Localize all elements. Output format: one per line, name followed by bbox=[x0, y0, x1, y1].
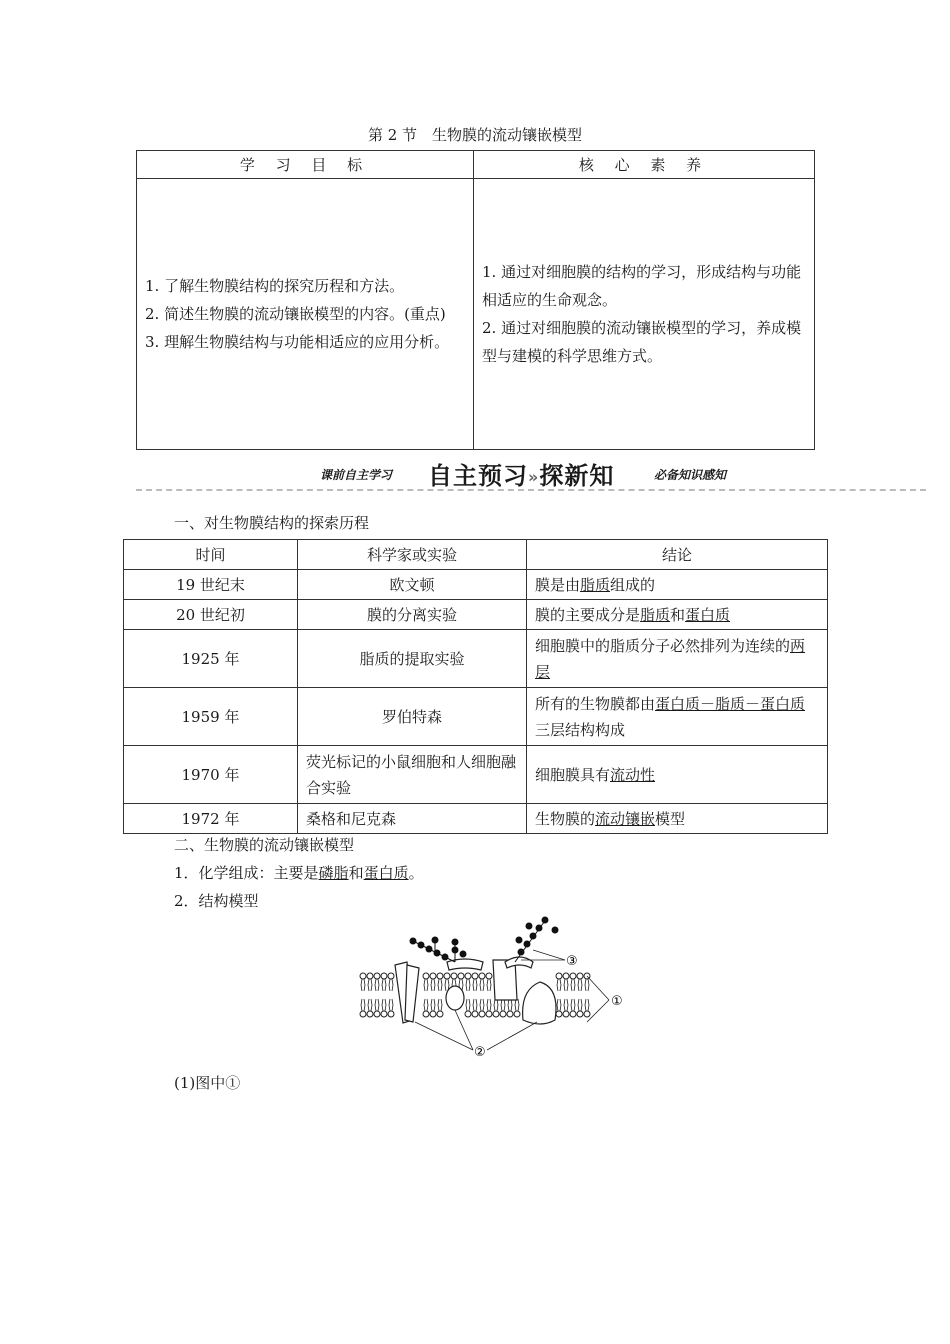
label-1: ① bbox=[611, 994, 623, 1009]
phospholipid-tail bbox=[585, 999, 589, 1011]
phospholipid-head bbox=[556, 973, 562, 979]
phospholipid-head bbox=[486, 973, 492, 979]
banner-left-text: 课前自主学习 bbox=[320, 468, 393, 482]
phospholipid-head bbox=[472, 1011, 478, 1017]
text: 和 bbox=[348, 864, 364, 882]
text: 组成的 bbox=[610, 575, 656, 594]
phospholipid-tail bbox=[564, 999, 568, 1011]
answer: 脂质 bbox=[640, 605, 671, 624]
goal-2: 2. 简述生物膜的流动镶嵌模型的内容。(重点) bbox=[145, 305, 446, 323]
hist-conclusion bbox=[527, 804, 828, 834]
phospholipid-tail bbox=[578, 979, 582, 991]
phospholipid-tail bbox=[585, 979, 589, 991]
goals-right bbox=[474, 179, 815, 450]
hist-conclusion bbox=[527, 630, 828, 688]
answer: 两层 bbox=[535, 636, 806, 681]
section-banner bbox=[136, 456, 926, 496]
goal-3: 3. 理解生物膜结构与功能相适应的应用分析。 bbox=[145, 333, 450, 351]
hist-who: 膜的分离实验 bbox=[298, 600, 527, 630]
goal-1: 1. 了解生物膜结构的探究历程和方法。 bbox=[145, 277, 405, 295]
banner-main-2: 探新知 bbox=[539, 462, 615, 490]
banner-main-1: 自主预习 bbox=[428, 462, 528, 490]
phospholipid-head bbox=[388, 1011, 394, 1017]
label-3: ③ bbox=[566, 954, 578, 969]
phospholipid-tail bbox=[466, 999, 470, 1011]
phospholipid-tail bbox=[431, 979, 435, 991]
phospholipid-head bbox=[563, 1011, 569, 1017]
phospholipid-tail bbox=[466, 979, 470, 991]
phospholipid-tail bbox=[382, 999, 386, 1011]
protein bbox=[523, 982, 556, 1024]
phospholipid-head bbox=[367, 1011, 373, 1017]
phospholipid-head bbox=[360, 973, 366, 979]
text: 1．化学组成：主要是 bbox=[174, 864, 319, 882]
hist-time: 1972 年 bbox=[124, 804, 298, 834]
section-1-heading: 一、对生物膜结构的探索历程 bbox=[174, 514, 370, 532]
phospholipid-tail bbox=[557, 979, 561, 991]
phospholipid-tail bbox=[571, 979, 575, 991]
phospholipid-head bbox=[584, 1011, 590, 1017]
hist-who: 桑格和尼克森 bbox=[298, 804, 527, 834]
hist-conclusion bbox=[527, 746, 828, 804]
hist-header: 科学家或实验 bbox=[298, 540, 527, 570]
text: 生物膜的 bbox=[535, 809, 596, 828]
table-row bbox=[124, 746, 828, 804]
item-2: 2．结构模型 bbox=[174, 892, 259, 910]
phospholipid-head bbox=[381, 1011, 387, 1017]
phospholipid-tail bbox=[501, 999, 505, 1011]
section-2-heading: 二、生物膜的流动镶嵌模型 bbox=[174, 836, 355, 854]
text: 所有的生物膜都由 bbox=[535, 694, 656, 713]
phospholipid-tail bbox=[494, 999, 498, 1011]
phospholipid-tail bbox=[438, 999, 442, 1011]
answer: 磷脂 bbox=[318, 864, 349, 882]
phospholipid-tail bbox=[557, 999, 561, 1011]
label-2: ② bbox=[474, 1045, 486, 1060]
phospholipid-head bbox=[374, 973, 380, 979]
phospholipid-head bbox=[577, 973, 583, 979]
answer: 流动性 bbox=[610, 765, 656, 784]
hist-time: 19 世纪末 bbox=[124, 570, 298, 600]
table-row bbox=[124, 600, 828, 630]
answer: 脂质 bbox=[580, 575, 611, 594]
phospholipid-tail bbox=[368, 979, 372, 991]
hist-time: 1959 年 bbox=[124, 688, 298, 746]
membrane-diagram bbox=[355, 910, 645, 1065]
phospholipid-tail bbox=[578, 999, 582, 1011]
phospholipid-tail bbox=[424, 979, 428, 991]
answer: 蛋白质 bbox=[685, 605, 731, 624]
phospholipid-head bbox=[577, 1011, 583, 1017]
hist-who: 脂质的提取实验 bbox=[298, 630, 527, 688]
hist-time: 20 世纪初 bbox=[124, 600, 298, 630]
phospholipid-tail bbox=[361, 999, 365, 1011]
answer: 蛋白质 bbox=[363, 864, 409, 882]
phospholipid-head bbox=[465, 973, 471, 979]
phospholipid-tail bbox=[438, 979, 442, 991]
phospholipid-head bbox=[374, 1011, 380, 1017]
glycoprotein-base bbox=[505, 957, 533, 968]
phospholipid-head bbox=[465, 1011, 471, 1017]
text: 模型 bbox=[655, 809, 686, 828]
phospholipid-tail bbox=[508, 999, 512, 1011]
phospholipid-head bbox=[451, 973, 457, 979]
answer: 流动镶嵌 bbox=[595, 809, 656, 828]
core-1: 1. 通过对细胞膜的结构的学习，形成结构与功能相适应的生命观念。 bbox=[482, 263, 802, 309]
text: 膜是由 bbox=[535, 575, 581, 594]
goals-table bbox=[136, 150, 815, 450]
phospholipid-head bbox=[570, 973, 576, 979]
text: 膜的主要成分是 bbox=[535, 605, 641, 624]
goals-left bbox=[137, 179, 474, 450]
arrow-icon: » bbox=[528, 467, 540, 487]
hist-time: 1970 年 bbox=[124, 746, 298, 804]
question-1: (1)图中① bbox=[174, 1074, 241, 1092]
phospholipid-tail bbox=[480, 999, 484, 1011]
page-title: 第 2 节 生物膜的流动镶嵌模型 bbox=[367, 126, 583, 144]
table-row bbox=[124, 688, 828, 746]
phospholipid-tail bbox=[487, 979, 491, 991]
phospholipid-tail bbox=[389, 979, 393, 991]
phospholipid-tail bbox=[473, 979, 477, 991]
phospholipid-tail bbox=[487, 999, 491, 1011]
phospholipid-head bbox=[444, 973, 450, 979]
table-row bbox=[124, 630, 828, 688]
phospholipid-tail bbox=[473, 999, 477, 1011]
hist-conclusion bbox=[527, 600, 828, 630]
hist-who: 罗伯特森 bbox=[298, 688, 527, 746]
phospholipid-head bbox=[514, 1011, 520, 1017]
sugar-chain bbox=[515, 917, 558, 962]
phospholipid-tail bbox=[424, 999, 428, 1011]
phospholipid-head bbox=[479, 973, 485, 979]
phospholipid-tail bbox=[375, 999, 379, 1011]
phospholipid-head bbox=[507, 1011, 513, 1017]
answer: 蛋白质－脂质－蛋白质 bbox=[655, 694, 806, 713]
phospholipid-tail bbox=[361, 979, 365, 991]
phospholipid-head bbox=[472, 973, 478, 979]
text: 细胞膜中的脂质分子必然排列为连续的 bbox=[535, 636, 791, 655]
table-row bbox=[124, 570, 828, 600]
phospholipid-head bbox=[360, 1011, 366, 1017]
phospholipid-tail bbox=[564, 979, 568, 991]
phospholipid-head bbox=[500, 1011, 506, 1017]
phospholipid-tail bbox=[571, 999, 575, 1011]
hist-who: 欧文顿 bbox=[298, 570, 527, 600]
phospholipid-head bbox=[486, 1011, 492, 1017]
banner-main-text bbox=[428, 456, 614, 491]
phospholipid-head bbox=[458, 973, 464, 979]
table-row bbox=[124, 804, 828, 834]
phospholipid-head bbox=[381, 973, 387, 979]
phospholipid-head bbox=[437, 973, 443, 979]
phospholipid-tail bbox=[382, 979, 386, 991]
goals-header-right: 核 心 素 养 bbox=[474, 151, 815, 179]
phospholipid-tail bbox=[515, 999, 519, 1011]
phospholipid-head bbox=[479, 1011, 485, 1017]
phospholipid-head bbox=[430, 1011, 436, 1017]
hist-who: 荧光标记的小鼠细胞和人细胞融合实验 bbox=[298, 746, 527, 804]
phospholipid-head bbox=[430, 973, 436, 979]
history-table bbox=[123, 539, 828, 834]
sugar-chain bbox=[410, 937, 466, 962]
phospholipid-tail bbox=[480, 979, 484, 991]
text: 三层结构构成 bbox=[535, 720, 626, 739]
channel-protein bbox=[405, 965, 419, 1022]
phospholipid-head bbox=[367, 973, 373, 979]
phospholipid-tail bbox=[368, 999, 372, 1011]
phospholipid-head bbox=[493, 1011, 499, 1017]
core-2: 2. 通过对细胞膜的流动镶嵌模型的学习，养成模型与建模的科学思维方式。 bbox=[482, 319, 802, 365]
protein bbox=[446, 986, 464, 1010]
phospholipid-head bbox=[388, 973, 394, 979]
text: 细胞膜具有 bbox=[535, 765, 611, 784]
phospholipid-head bbox=[423, 1011, 429, 1017]
hist-header: 时间 bbox=[124, 540, 298, 570]
phospholipid-head bbox=[570, 1011, 576, 1017]
text: 和 bbox=[670, 605, 686, 624]
hist-time: 1925 年 bbox=[124, 630, 298, 688]
phospholipid-top bbox=[360, 973, 590, 991]
banner-right-text: 必备知识感知 bbox=[654, 468, 727, 482]
phospholipid-head bbox=[556, 1011, 562, 1017]
item-1 bbox=[174, 862, 424, 883]
phospholipid-tail bbox=[389, 999, 393, 1011]
phospholipid-tail bbox=[375, 979, 379, 991]
phospholipid-head bbox=[437, 1011, 443, 1017]
hist-conclusion bbox=[527, 688, 828, 746]
phospholipid-head bbox=[563, 973, 569, 979]
goals-header-left: 学 习 目 标 bbox=[137, 151, 474, 179]
phospholipid-head bbox=[423, 973, 429, 979]
hist-header: 结论 bbox=[527, 540, 828, 570]
text: 。 bbox=[408, 864, 424, 882]
phospholipid-tail bbox=[431, 999, 435, 1011]
hist-conclusion bbox=[527, 570, 828, 600]
